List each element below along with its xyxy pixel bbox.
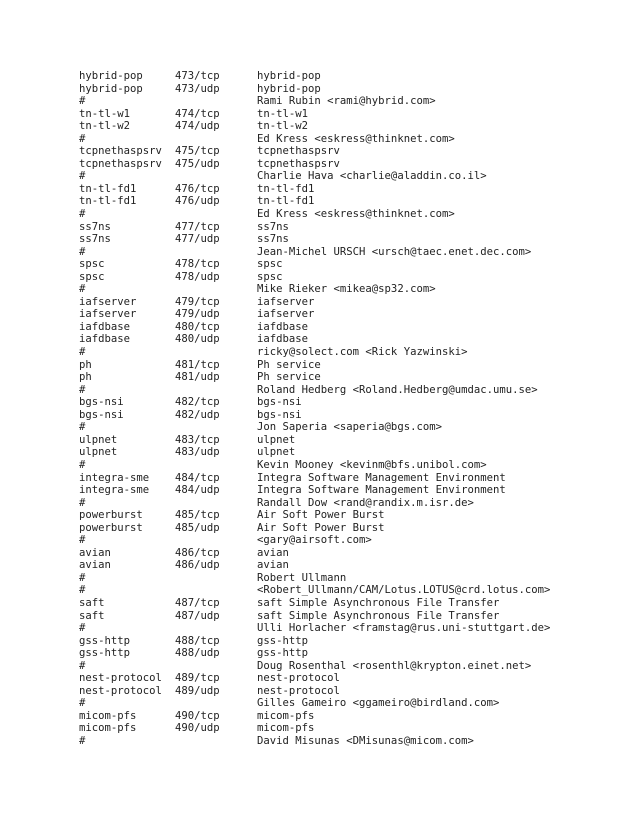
service-name: avian [79, 546, 111, 559]
comment-row [79, 660, 619, 673]
service-name: spsc [79, 258, 105, 271]
service-name: ss7ns [79, 233, 111, 246]
service-description: gss-http [257, 647, 309, 660]
service-entry-row [79, 158, 619, 171]
service-entry-row [79, 484, 619, 497]
service-entry-row [79, 258, 619, 271]
port-protocol: 489/tcp [175, 672, 220, 685]
comment-row [79, 170, 619, 183]
service-description: spsc [257, 270, 283, 283]
service-description: micom-pfs [257, 709, 315, 722]
comment-text: Robert Ullmann [257, 571, 347, 584]
service-name: spsc [79, 270, 105, 283]
comment-text: Randall Dow <rand@randix.m.isr.de> [257, 496, 474, 509]
comment-text: Roland Hedberg <Roland.Hedberg@umdac.umu.se> [257, 383, 538, 396]
port-protocol: 485/udp [175, 521, 220, 534]
service-name: # [79, 734, 86, 747]
service-description: bgs-nsi [257, 396, 302, 409]
service-name: # [79, 170, 86, 183]
comment-row [79, 133, 619, 146]
service-name: integra-sme [79, 484, 150, 497]
service-name: gss-http [79, 647, 131, 660]
service-description: Integra Software Management Environment [257, 471, 506, 484]
service-entry-row [79, 233, 619, 246]
service-name: bgs-nsi [79, 408, 124, 421]
port-protocol: 475/tcp [175, 145, 220, 158]
service-entry-row [79, 396, 619, 409]
service-name: ph [79, 371, 92, 384]
service-entry-row [79, 672, 619, 685]
service-entry-row [79, 472, 619, 485]
service-entry-row [79, 685, 619, 698]
service-description: iafdbase [257, 320, 309, 333]
comment-text: Jon Saperia <saperia@bgs.com> [257, 421, 442, 434]
service-entry-row [79, 597, 619, 610]
comment-text: <Robert_Ullmann/CAM/Lotus.LOTUS@crd.lotus.com> [257, 584, 551, 597]
service-description: avian [257, 559, 289, 572]
service-entry-row [79, 359, 619, 372]
comment-text: Kevin Mooney <kevinm@bfs.unibol.com> [257, 458, 487, 471]
service-description: ss7ns [257, 220, 289, 233]
service-name: tn-tl-fd1 [79, 195, 137, 208]
comment-text: <gary@airsoft.com> [257, 534, 372, 547]
port-protocol: 490/tcp [175, 709, 220, 722]
port-protocol: 484/tcp [175, 471, 220, 484]
service-description: nest-protocol [257, 672, 340, 685]
service-entry-row [79, 195, 619, 208]
service-name: # [79, 496, 86, 509]
service-name: # [79, 245, 86, 258]
port-protocol: 486/tcp [175, 546, 220, 559]
service-name: tcpnethaspsrv [79, 145, 162, 158]
comment-text: Gilles Gameiro <ggameiro@birdland.com> [257, 697, 500, 710]
service-description: tn-tl-w2 [257, 120, 309, 133]
service-name: ulpnet [79, 446, 118, 459]
service-name: # [79, 346, 86, 359]
service-name: tcpnethaspsrv [79, 157, 162, 170]
comment-row [79, 208, 619, 221]
port-protocol: 479/udp [175, 308, 220, 321]
comment-text: Ed Kress <eskress@thinknet.com> [257, 208, 455, 221]
service-name: # [79, 571, 86, 584]
port-protocol: 482/udp [175, 408, 220, 421]
port-protocol: 473/udp [175, 82, 220, 95]
service-entry-row [79, 271, 619, 284]
service-entry-row [79, 296, 619, 309]
service-entry-row [79, 308, 619, 321]
port-protocol: 477/udp [175, 233, 220, 246]
service-description: Air Soft Power Burst [257, 521, 385, 534]
service-entry-row [79, 70, 619, 83]
service-name: nest-protocol [79, 672, 162, 685]
port-protocol: 483/tcp [175, 433, 220, 446]
comment-text: ricky@solect.com <Rick Yazwinski> [257, 346, 468, 359]
service-description: tcpnethaspsrv [257, 157, 340, 170]
comment-row [79, 459, 619, 472]
service-description: saft Simple Asynchronous File Transfer [257, 609, 500, 622]
service-description: iafserver [257, 308, 315, 321]
comment-text: David Misunas <DMisunas@micom.com> [257, 734, 474, 747]
service-port-listing [79, 70, 619, 748]
comment-row [79, 346, 619, 359]
service-description: tn-tl-w1 [257, 107, 309, 120]
service-description: ulpnet [257, 446, 296, 459]
port-protocol: 474/udp [175, 120, 220, 133]
service-name: iafdbase [79, 320, 131, 333]
service-name: # [79, 697, 86, 710]
service-description: bgs-nsi [257, 408, 302, 421]
service-name: ulpnet [79, 433, 118, 446]
service-entry-row [79, 83, 619, 96]
service-description: Integra Software Management Environment [257, 484, 506, 497]
service-name: ss7ns [79, 220, 111, 233]
service-name: iafdbase [79, 333, 131, 346]
port-protocol: 474/tcp [175, 107, 220, 120]
service-name: saft [79, 596, 105, 609]
service-description: iafdbase [257, 333, 309, 346]
port-protocol: 477/tcp [175, 220, 220, 233]
service-name: # [79, 383, 86, 396]
service-description: tcpnethaspsrv [257, 145, 340, 158]
service-description: hybrid-pop [257, 82, 321, 95]
service-entry-row [79, 434, 619, 447]
service-description: hybrid-pop [257, 70, 321, 82]
port-protocol: 489/udp [175, 684, 220, 697]
service-name: saft [79, 609, 105, 622]
port-protocol: 484/udp [175, 484, 220, 497]
service-name: hybrid-pop [79, 70, 143, 82]
service-name: # [79, 132, 86, 145]
comment-row [79, 95, 619, 108]
port-protocol: 476/udp [175, 195, 220, 208]
service-entry-row [79, 710, 619, 723]
service-name: # [79, 534, 86, 547]
service-name: micom-pfs [79, 722, 137, 735]
comment-row [79, 246, 619, 259]
service-entry-row [79, 647, 619, 660]
service-description: Ph service [257, 358, 321, 371]
service-entry-row [79, 722, 619, 735]
comment-row [79, 384, 619, 397]
service-entry-row [79, 321, 619, 334]
service-entry-row [79, 559, 619, 572]
service-name: # [79, 458, 86, 471]
port-protocol: 483/udp [175, 446, 220, 459]
comment-row [79, 622, 619, 635]
service-entry-row [79, 120, 619, 133]
service-description: gss-http [257, 634, 309, 647]
port-protocol: 488/tcp [175, 634, 220, 647]
comment-text: Ulli Horlacher <framstag@rus.uni-stuttgart.de> [257, 622, 551, 635]
service-name: # [79, 584, 86, 597]
comment-row [79, 735, 619, 748]
service-entry-row [79, 522, 619, 535]
port-protocol: 481/tcp [175, 358, 220, 371]
port-protocol: 486/udp [175, 559, 220, 572]
service-description: spsc [257, 258, 283, 271]
comment-text: Charlie Hava <charlie@aladdin.co.il> [257, 170, 487, 183]
port-protocol: 478/tcp [175, 258, 220, 271]
service-entry-row [79, 183, 619, 196]
service-name: powerburst [79, 509, 143, 522]
service-entry-row [79, 409, 619, 422]
service-name: # [79, 283, 86, 296]
service-description: Air Soft Power Burst [257, 509, 385, 522]
service-name: hybrid-pop [79, 82, 143, 95]
port-protocol: 487/tcp [175, 596, 220, 609]
service-description: avian [257, 546, 289, 559]
comment-text: Jean-Michel URSCH <ursch@taec.enet.dec.com> [257, 245, 532, 258]
port-protocol: 488/udp [175, 647, 220, 660]
service-name: bgs-nsi [79, 396, 124, 409]
port-protocol: 473/tcp [175, 70, 220, 82]
service-entry-row [79, 509, 619, 522]
service-description: ss7ns [257, 233, 289, 246]
service-name: # [79, 95, 86, 108]
comment-row [79, 572, 619, 585]
service-description: nest-protocol [257, 684, 340, 697]
service-name: iafserver [79, 295, 137, 308]
service-name: # [79, 659, 86, 672]
port-protocol: 482/tcp [175, 396, 220, 409]
comment-row [79, 421, 619, 434]
service-name: tn-tl-fd1 [79, 182, 137, 195]
comment-text: Rami Rubin <rami@hybrid.com> [257, 95, 436, 108]
comment-row [79, 584, 619, 597]
comment-row [79, 497, 619, 510]
service-entry-row [79, 371, 619, 384]
port-protocol: 476/tcp [175, 182, 220, 195]
service-description: iafserver [257, 295, 315, 308]
port-protocol: 480/tcp [175, 320, 220, 333]
comment-text: Mike Rieker <mikea@sp32.com> [257, 283, 436, 296]
service-description: micom-pfs [257, 722, 315, 735]
service-name: tn-tl-w1 [79, 107, 131, 120]
port-protocol: 475/udp [175, 157, 220, 170]
port-protocol: 490/udp [175, 722, 220, 735]
service-entry-row [79, 221, 619, 234]
port-protocol: 478/udp [175, 270, 220, 283]
service-entry-row [79, 108, 619, 121]
comment-row [79, 283, 619, 296]
comment-row [79, 534, 619, 547]
service-name: nest-protocol [79, 684, 162, 697]
service-entry-row [79, 635, 619, 648]
service-name: integra-sme [79, 471, 150, 484]
port-protocol: 487/udp [175, 609, 220, 622]
service-description: ulpnet [257, 433, 296, 446]
service-entry-row [79, 333, 619, 346]
comment-text: Ed Kress <eskress@thinknet.com> [257, 132, 455, 145]
service-name: # [79, 421, 86, 434]
service-description: saft Simple Asynchronous File Transfer [257, 596, 500, 609]
service-description: Ph service [257, 371, 321, 384]
service-name: iafserver [79, 308, 137, 321]
service-name: ph [79, 358, 92, 371]
service-entry-row [79, 145, 619, 158]
port-protocol: 481/udp [175, 371, 220, 384]
comment-row [79, 697, 619, 710]
service-entry-row [79, 446, 619, 459]
service-description: tn-tl-fd1 [257, 195, 315, 208]
service-description: tn-tl-fd1 [257, 182, 315, 195]
port-protocol: 480/udp [175, 333, 220, 346]
service-name: # [79, 208, 86, 221]
service-name: powerburst [79, 521, 143, 534]
comment-text: Doug Rosenthal <rosenthl@krypton.einet.net> [257, 659, 532, 672]
port-protocol: 479/tcp [175, 295, 220, 308]
service-entry-row [79, 547, 619, 560]
service-name: micom-pfs [79, 709, 137, 722]
port-protocol: 485/tcp [175, 509, 220, 522]
service-name: gss-http [79, 634, 131, 647]
service-name: # [79, 622, 86, 635]
service-name: avian [79, 559, 111, 572]
service-name: tn-tl-w2 [79, 120, 131, 133]
service-entry-row [79, 610, 619, 623]
